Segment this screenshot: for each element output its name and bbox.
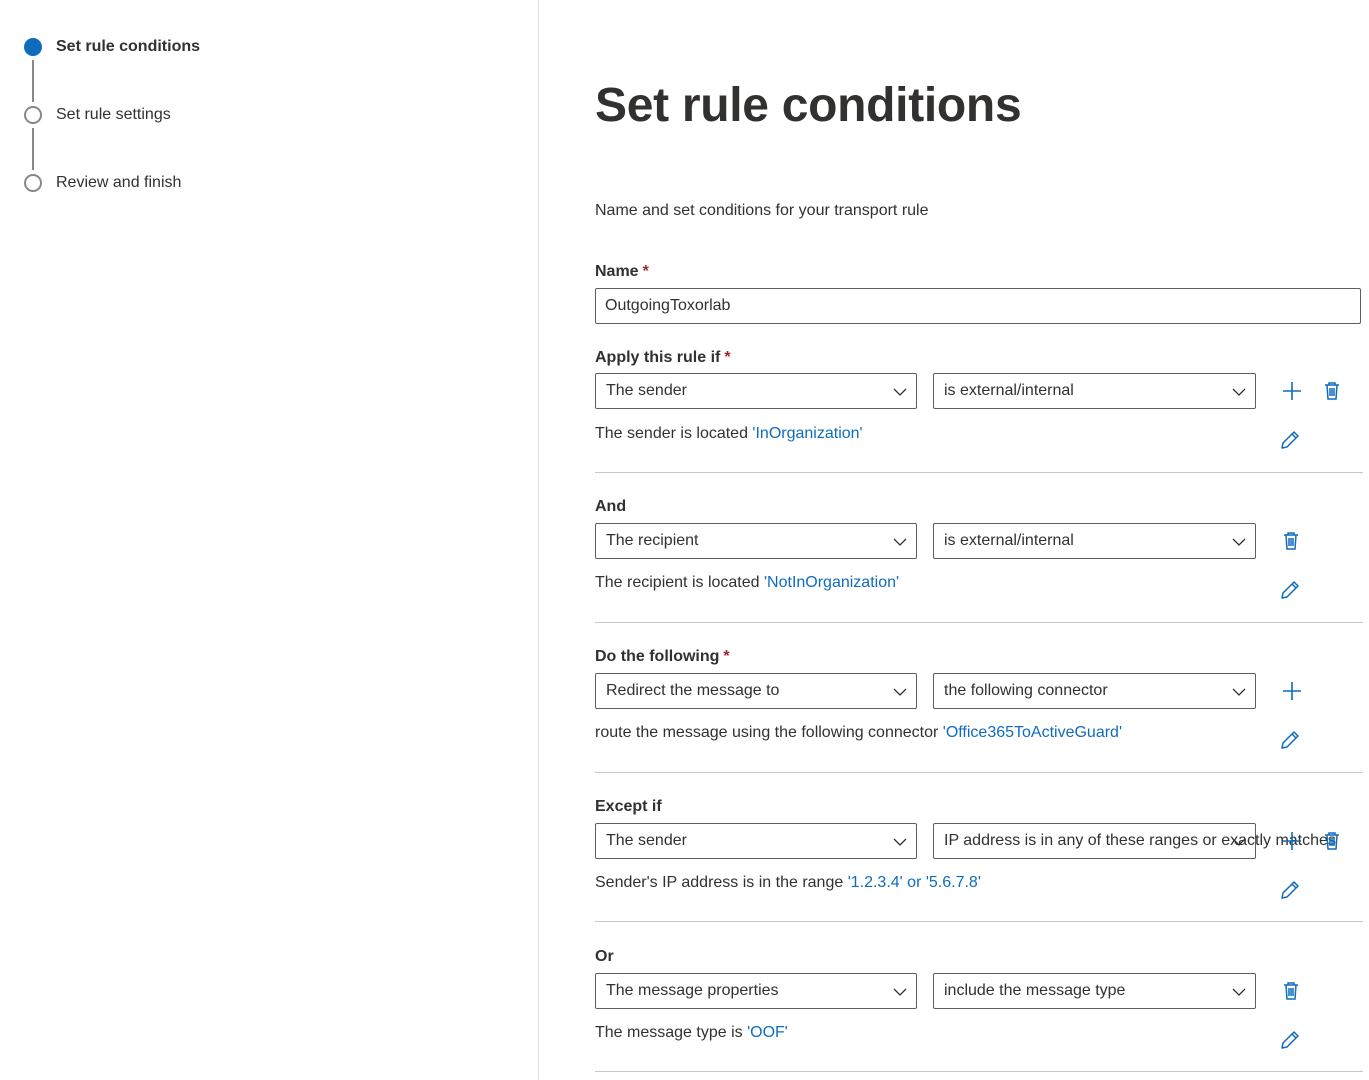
trash-icon[interactable] bbox=[1279, 979, 1303, 1003]
chevron-down-icon bbox=[892, 534, 908, 550]
section-divider bbox=[595, 772, 1363, 773]
and-condition-predicate-dropdown[interactable] bbox=[933, 523, 1256, 559]
step-pending-indicator-icon bbox=[24, 174, 42, 192]
section-label-text: Do the following bbox=[595, 648, 720, 665]
and-label bbox=[595, 498, 626, 516]
required-mark: * bbox=[724, 349, 731, 366]
dropdown-value: IP address is in any of these ranges or exactly matches bbox=[944, 832, 1336, 849]
section-divider bbox=[595, 472, 1363, 473]
chevron-down-icon bbox=[1231, 384, 1247, 400]
exception-predicate-dropdown[interactable] bbox=[933, 823, 1336, 859]
or-exception-description bbox=[595, 1024, 788, 1042]
pencil-icon[interactable] bbox=[1278, 428, 1302, 452]
chevron-down-icon bbox=[892, 384, 908, 400]
chevron-down-icon bbox=[892, 684, 908, 700]
section-label-text: Apply this rule if bbox=[595, 349, 721, 366]
chevron-down-icon bbox=[1231, 984, 1247, 1000]
condition-value-link[interactable]: 'NotInOrganization' bbox=[763, 574, 900, 591]
action-description bbox=[595, 724, 1122, 742]
required-mark: * bbox=[723, 648, 730, 665]
section-divider bbox=[595, 622, 1363, 623]
page-subtitle: Name and set conditions for your transport rule bbox=[595, 202, 929, 219]
step-label: Set rule settings bbox=[56, 106, 171, 123]
or-exception-predicate-dropdown[interactable] bbox=[933, 973, 1256, 1009]
step-connector bbox=[32, 60, 34, 102]
or-label bbox=[595, 948, 614, 966]
connector-value-link[interactable]: 'Office365ToActiveGuard' bbox=[942, 724, 1123, 741]
step-label: Review and finish bbox=[56, 174, 182, 191]
condition-description bbox=[595, 574, 899, 592]
message-type-value-link[interactable]: 'OOF' bbox=[747, 1024, 788, 1041]
trash-icon[interactable] bbox=[1279, 529, 1303, 553]
description-text: The message type is bbox=[595, 1024, 748, 1041]
do-the-following-label bbox=[595, 648, 730, 666]
dropdown-value: is external/internal bbox=[944, 532, 1074, 549]
action-dropdown[interactable] bbox=[595, 673, 917, 709]
ip-range-value-link[interactable]: '1.2.3.4' or '5.6.7.8' bbox=[847, 874, 981, 891]
section-label-text: Or bbox=[595, 948, 614, 965]
description-text: The sender is located bbox=[595, 425, 753, 442]
chevron-down-icon bbox=[1231, 684, 1247, 700]
section-divider bbox=[595, 921, 1363, 922]
page-title: Set rule conditions bbox=[595, 79, 1022, 132]
chevron-down-icon bbox=[1231, 834, 1247, 850]
step-label: Set rule conditions bbox=[56, 38, 201, 55]
dropdown-value: is external/internal bbox=[944, 382, 1074, 399]
action-target-dropdown[interactable] bbox=[933, 673, 1256, 709]
required-mark: * bbox=[642, 263, 649, 280]
rule-name-input[interactable] bbox=[595, 288, 1361, 324]
step-pending-indicator-icon bbox=[24, 106, 42, 124]
chevron-down-icon bbox=[892, 834, 908, 850]
pencil-icon[interactable] bbox=[1278, 1028, 1302, 1052]
wizard-stepper-pane bbox=[0, 0, 539, 1080]
or-exception-subject-dropdown[interactable] bbox=[595, 973, 917, 1009]
step-connector bbox=[32, 128, 34, 170]
dropdown-value: The message properties bbox=[606, 982, 779, 999]
dropdown-value: Redirect the message to bbox=[606, 682, 780, 699]
section-divider bbox=[595, 1071, 1363, 1072]
dropdown-value: The sender bbox=[606, 382, 687, 399]
add-action-icon[interactable] bbox=[1280, 679, 1304, 703]
condition-value-link[interactable]: 'InOrganization' bbox=[752, 425, 863, 442]
dropdown-value: the following connector bbox=[944, 682, 1108, 699]
step-active-indicator-icon bbox=[24, 38, 42, 56]
name-label-text: Name bbox=[595, 263, 639, 280]
apply-condition-subject-dropdown[interactable] bbox=[595, 373, 917, 409]
description-text: The recipient is located bbox=[595, 574, 764, 591]
exception-description bbox=[595, 874, 981, 892]
trash-icon[interactable] bbox=[1320, 379, 1344, 403]
dropdown-value: include the message type bbox=[944, 982, 1126, 999]
except-if-label bbox=[595, 798, 662, 816]
description-text: route the message using the following connector bbox=[595, 724, 943, 741]
section-label-text: Except if bbox=[595, 798, 662, 815]
pencil-icon[interactable] bbox=[1278, 728, 1302, 752]
chevron-down-icon bbox=[1231, 534, 1247, 550]
trash-icon[interactable] bbox=[1320, 829, 1344, 853]
apply-rule-if-label bbox=[595, 349, 731, 367]
pencil-icon[interactable] bbox=[1278, 878, 1302, 902]
name-label bbox=[595, 263, 649, 281]
exception-subject-dropdown[interactable] bbox=[595, 823, 917, 859]
apply-condition-predicate-dropdown[interactable] bbox=[933, 373, 1256, 409]
pencil-icon[interactable] bbox=[1278, 578, 1302, 602]
condition-description bbox=[595, 425, 863, 443]
dropdown-value: The recipient bbox=[606, 532, 699, 549]
description-text: Sender's IP address is in the range bbox=[595, 874, 848, 891]
chevron-down-icon bbox=[892, 984, 908, 1000]
and-condition-subject-dropdown[interactable] bbox=[595, 523, 917, 559]
add-exception-icon[interactable] bbox=[1280, 829, 1304, 853]
section-label-text: And bbox=[595, 498, 627, 515]
dropdown-value: The sender bbox=[606, 832, 687, 849]
add-condition-icon[interactable] bbox=[1280, 379, 1304, 403]
